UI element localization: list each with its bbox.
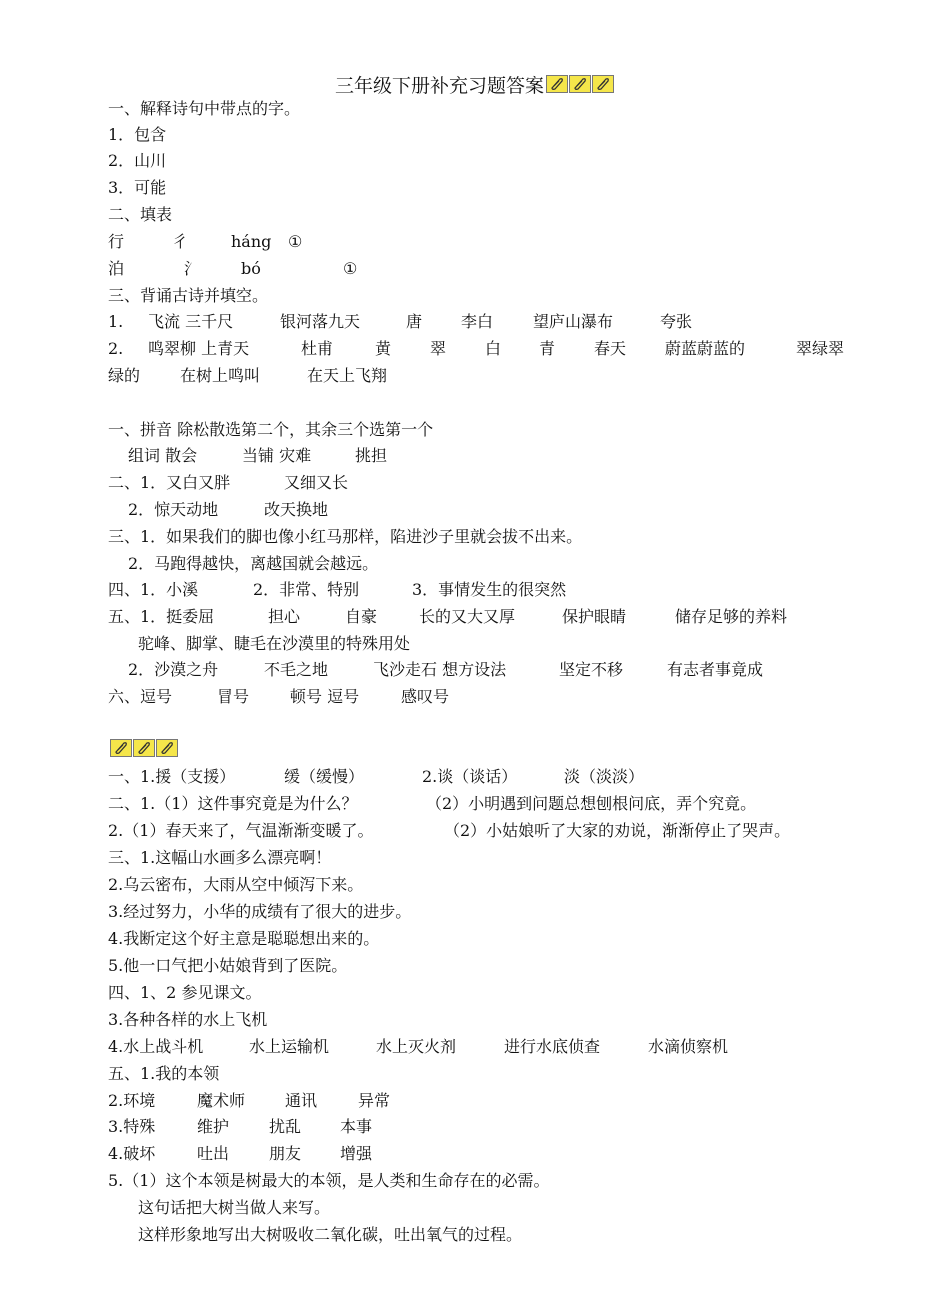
text-segment: 5.他一口气把小姑娘背到了医院。 [108,956,348,975]
text-line [108,229,930,255]
text-segment: 二、1．又白又胖 [108,473,231,492]
text-segment: 绿的 [108,366,141,385]
text-segment: 3.各种各样的水上飞机 [108,1010,268,1029]
text-line [108,283,930,309]
text-segment: 三、1．如果我们的脚也像小红马那样，陷进沙子里就会拔不出来。 [108,527,583,546]
text-segment: 在天上飞翔 [307,366,388,385]
text-line [108,309,930,335]
text-segment: 2．非常、特别 [253,580,360,599]
text-segment: 青 [539,339,556,358]
scroll-icon [133,739,155,757]
text-segment: 三、1.这幅山水画多么漂亮啊！ [108,848,332,867]
text-segment: 翠绿翠 [796,339,845,358]
text-line [108,604,930,630]
title-text: 三年级下册补充习题答案 [334,74,544,97]
text-segment: （2）小明遇到问题总想刨根问底，弄个究竟。 [426,794,757,813]
text-segment: 冒号 [217,687,250,706]
text-line [108,926,930,952]
text-line [108,1007,930,1033]
text-segment: 四、1、2 参见课文。 [108,983,262,1002]
text-line [108,980,930,1006]
text-segment: 1．包含 [108,125,167,144]
text-segment: 黄 [375,339,392,358]
text-segment: 3．事情发生的很突然 [412,580,567,599]
text-segment: háng [231,232,272,251]
title-icon-group [546,75,615,93]
text-segment: 当铺 灾难 [242,446,312,465]
text-line [108,1114,930,1140]
text-segment: 3．可能 [108,178,167,197]
text-segment: 2. [108,339,124,358]
text-segment: 2.乌云密布，大雨从空中倾泻下来。 [108,875,364,894]
text-segment: bó [241,259,261,278]
text-segment: 扰乱 [269,1117,302,1136]
text-segment: 长的又大又厚 [419,607,516,626]
text-segment: 1. [108,312,124,331]
text-segment: 杜甫 [301,339,334,358]
text-segment: 2.（1）春天来了，气温渐渐变暖了。 [108,821,374,840]
text-segment: 这句话把大树当做人来写。 [138,1198,331,1217]
text-segment: 一、解释诗句中带点的字。 [108,99,301,118]
text-line [108,1168,930,1194]
text-segment: 通讯 [285,1091,318,1110]
text-line [108,764,930,790]
text-line [108,336,930,362]
text-segment: 五、1.我的本领 [108,1064,220,1083]
text-segment: 3.经过努力，小华的成绩有了很大的进步。 [108,902,412,921]
text-segment: 2．惊天动地 [128,500,219,519]
text-segment: （2）小姑娘听了大家的劝说，渐渐停止了哭声。 [444,821,791,840]
text-segment: 这样形象地写出大树吸收二氧化碳，吐出氧气的过程。 [138,1225,523,1244]
page-title [0,70,950,98]
text-segment: 组词 散会 [128,446,198,465]
text-segment: 有志者事竟成 [667,660,764,679]
text-line [108,175,930,201]
text-segment: 2.环境 [108,1091,156,1110]
text-line [108,470,930,496]
text-line [138,1222,930,1248]
text-segment: 保护眼睛 [562,607,627,626]
text-line [138,631,930,657]
text-segment: 彳 [172,232,189,251]
text-segment: 储存足够的养料 [675,607,788,626]
text-segment: 四、1．小溪 [108,580,199,599]
text-segment: ① [343,259,358,278]
text-line [108,872,930,898]
text-segment: 自豪 [345,607,378,626]
text-segment: 春天 [594,339,627,358]
text-segment: ① [288,232,303,251]
text-segment: 驼峰、脚掌、睫毛在沙漠里的特殊用处 [138,634,411,653]
text-segment: 水上运输机 [249,1037,330,1056]
text-line [108,417,930,443]
text-line [108,122,930,148]
text-segment: 坚定不移 [559,660,624,679]
text-line [108,202,930,228]
text-segment: 2．马跑得越快，离越国就会越远。 [128,554,379,573]
text-line [128,443,930,469]
text-segment: 维护 [197,1117,230,1136]
text-segment: 白 [485,339,502,358]
text-segment: 2.谈（谈话） [422,767,518,786]
scroll-icon [156,739,178,757]
text-segment: 淡（淡淡） [564,767,645,786]
text-line [108,1088,930,1114]
text-segment: 5.（1）这个本领是树最大的本领，是人类和生命存在的必需。 [108,1171,550,1190]
scroll-icon [546,75,568,93]
text-segment: 顿号 逗号 [290,687,360,706]
text-segment: 一、拼音 除松散选第二个，其余三个选第一个 [108,420,434,439]
text-segment: 异常 [358,1091,391,1110]
text-segment: 翠 [430,339,447,358]
text-segment: 魔术师 [197,1091,246,1110]
text-segment: 蔚蓝蔚蓝的 [665,339,746,358]
text-segment: 朋友 [269,1144,302,1163]
text-segment: 2．沙漠之舟 [128,660,219,679]
text-segment: 氵 [184,259,201,278]
text-segment: 2．山川 [108,151,167,170]
text-line [108,899,930,925]
text-segment: 缓（缓慢） [284,767,365,786]
text-segment: 感叹号 [401,687,450,706]
scroll-icon [569,75,591,93]
text-segment: 鸣翠柳 上青天 [148,339,250,358]
text-line [108,524,930,550]
text-line [128,497,930,523]
text-line [128,551,930,577]
text-segment: 三、背诵古诗并填空。 [108,286,269,305]
text-line [108,1141,930,1167]
text-line [108,256,930,282]
text-segment: 夸张 [660,312,693,331]
text-segment: 吐出 [197,1144,230,1163]
text-line [108,845,930,871]
text-segment: 一、1.援（支援） [108,767,236,786]
text-line [108,791,930,817]
text-line [108,1061,930,1087]
text-segment: 银河落九天 [280,312,361,331]
text-segment: 担心 [268,607,301,626]
text-segment: 增强 [340,1144,373,1163]
text-line [128,657,930,683]
text-segment: 不毛之地 [264,660,329,679]
text-line [108,577,930,603]
text-segment: 又细又长 [284,473,349,492]
text-segment: 唐 [406,312,423,331]
text-segment: 水滴侦察机 [648,1037,729,1056]
text-line [108,363,930,389]
text-segment: 飞沙走石 想方设法 [373,660,507,679]
text-segment: 飞流 三千尺 [148,312,234,331]
text-line [108,148,930,174]
text-segment: 本事 [340,1117,373,1136]
text-segment: 挑担 [355,446,388,465]
scroll-icon [592,75,614,93]
text-segment: 行 [108,232,125,251]
text-line [108,684,930,710]
text-line [108,953,930,979]
text-segment: 3.特殊 [108,1117,156,1136]
text-segment: 4.水上战斗机 [108,1037,204,1056]
text-line [108,96,930,122]
text-segment: 4.我断定这个好主意是聪聪想出来的。 [108,929,380,948]
scroll-icon [110,739,132,757]
section-icon-group [110,739,179,757]
text-segment: 五、1．挺委屈 [108,607,215,626]
text-segment: 水上灭火剂 [376,1037,457,1056]
text-segment: 二、填表 [108,205,173,224]
text-segment: 4.破坏 [108,1144,156,1163]
text-segment: 进行水底侦查 [504,1037,601,1056]
text-segment: 六、逗号 [108,687,173,706]
text-segment: 改天换地 [264,500,329,519]
text-segment: 望庐山瀑布 [533,312,614,331]
text-line [108,818,930,844]
text-segment: 二、1.（1）这件事究竟是为什么？ [108,794,358,813]
text-segment: 李白 [461,312,494,331]
text-segment: 在树上鸣叫 [180,366,261,385]
text-line [108,1034,930,1060]
text-segment: 泊 [108,259,125,278]
text-line [138,1195,930,1221]
